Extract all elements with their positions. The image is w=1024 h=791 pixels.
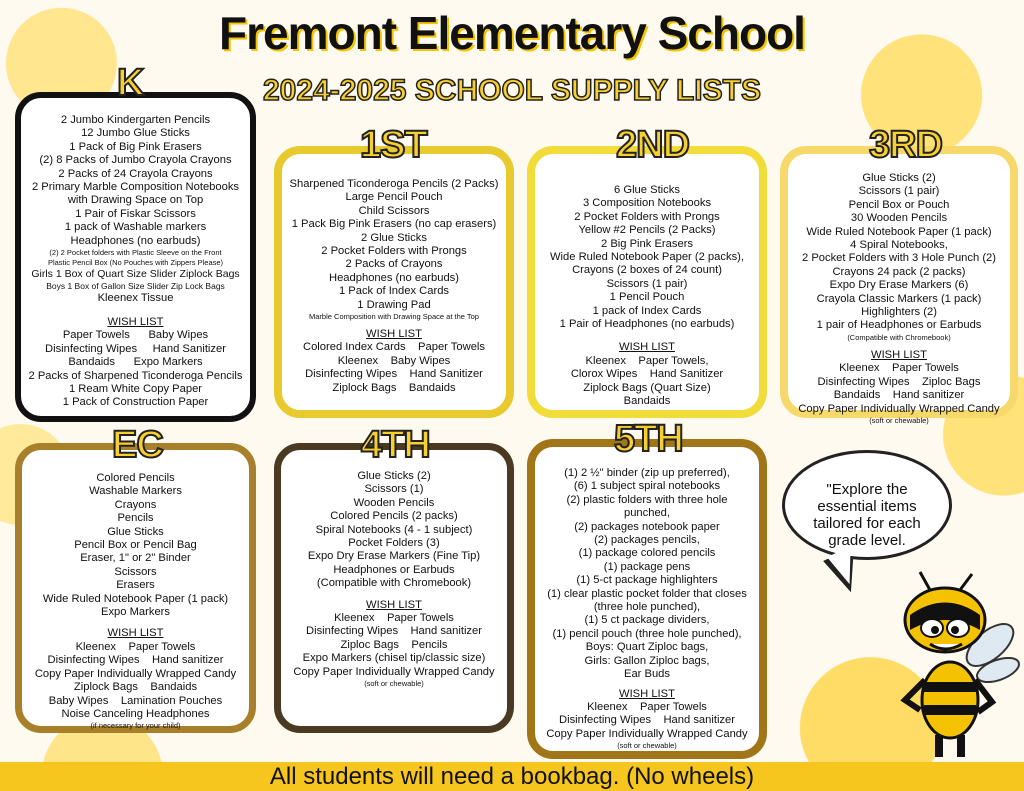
- list-item: 12 Jumbo Glue Sticks: [81, 127, 190, 140]
- ec-badge: EC: [112, 424, 163, 466]
- list-item: (three hole punched),: [593, 601, 701, 614]
- list-item: Yellow #2 Pencils (2 Packs): [578, 224, 716, 237]
- list-item: 2 Packs of 24 Crayola Crayons: [58, 167, 213, 180]
- kinder-card: [15, 92, 256, 422]
- list-item: Glue Sticks (2): [862, 172, 936, 184]
- wish-list-title: WISH LIST: [366, 328, 422, 341]
- list-item: 4 Spiral Notebooks,: [850, 239, 948, 252]
- list-item: Colored Pencils: [96, 472, 175, 484]
- list-item: Disinfecting Wipes Hand sanitizer: [306, 625, 482, 638]
- list-item: Colored Pencils (2 packs): [330, 510, 458, 523]
- third-grade-card: [780, 146, 1018, 425]
- list-item: Kleenex Paper Towels,: [585, 354, 709, 367]
- list-item: (1) clear plastic pocket folder that closes: [547, 587, 747, 600]
- list-item: (2) packages pencils,: [594, 534, 700, 547]
- wish-list-title: WISH LIST: [871, 348, 927, 361]
- wish-list-title: WISH LIST: [107, 315, 164, 328]
- list-item: (1) pencil pouch (three hole punched),: [552, 627, 742, 640]
- list-item: Erasers: [116, 579, 155, 592]
- list-item: Wooden Pencils: [353, 496, 435, 509]
- list-item: Copy Paper Individually Wrapped Candy: [546, 727, 748, 740]
- list-item: 2 Jumbo Kindergarten Pencils: [60, 114, 211, 126]
- list-item: Wide Ruled Notebook Paper (2 packs),: [549, 251, 744, 264]
- footer-banner: All students will need a bookbag. (No wheels): [0, 762, 1024, 791]
- list-item: (2) plastic folders with three hole: [566, 493, 728, 506]
- list-item: (1) 5 ct package dividers,: [584, 614, 710, 627]
- list-item: 1 Drawing Pad: [357, 298, 431, 311]
- list-item: 2 Pocket Folders with Prongs: [321, 245, 467, 258]
- list-item: 1 Pack of Index Cards: [338, 285, 450, 298]
- list-item: Plastic Pencil Box (No Pouches with Zippers Please): [47, 258, 224, 268]
- list-item: 1 Pack of Big Pink Erasers: [69, 140, 202, 153]
- list-item: Scissors: [114, 565, 157, 578]
- list-item: Expo Dry Erase Markers (6): [829, 279, 969, 292]
- list-item: Girls: Gallon Ziploc bags,: [584, 654, 710, 667]
- fifth-grade-card: [527, 439, 767, 759]
- bee-mascot-icon: [880, 570, 1020, 760]
- list-item: Kleenex Baby Wipes: [337, 354, 451, 367]
- list-item: Ziploc Bags Pencils: [340, 638, 448, 651]
- list-item: Sharpened Ticonderoga Pencils (2 Packs): [289, 178, 499, 190]
- list-item: Bandaids Hand sanitizer: [833, 389, 965, 402]
- list-item: Kleenex Paper Towels: [587, 700, 707, 713]
- list-item: (1) package pens: [603, 560, 691, 573]
- list-item: Boys: Quart Ziploc bags,: [585, 641, 709, 654]
- list-item: Disinfecting Wipes Ziploc Bags: [817, 375, 981, 388]
- list-item: (Compatible with Chromebook): [847, 332, 951, 342]
- list-item: Ziplock Bags Bandaids: [73, 681, 198, 694]
- list-item: 30 Wooden Pencils: [850, 212, 948, 225]
- list-item: Kleenex Paper Towels: [334, 612, 454, 625]
- list-item: (soft or chewable): [617, 741, 677, 751]
- list-item: Disinfecting Wipes Hand Sanitizer: [305, 368, 483, 381]
- list-item: Large Pencil Pouch: [345, 191, 443, 204]
- list-item: Ear Buds: [623, 668, 671, 681]
- list-item: 2 Primary Marble Composition Notebooks: [31, 181, 240, 194]
- list-item: Headphones or Earbuds: [333, 563, 455, 576]
- list-item: Expo Markers: [100, 606, 170, 619]
- list-item: (6) 1 subject spiral notebooks: [573, 480, 721, 493]
- list-item: 1 Pencil Pouch: [609, 291, 685, 304]
- second-grade-card: [527, 146, 767, 418]
- list-item: Boys 1 Box of Gallon Size Slider Zip Lock Bags: [46, 281, 225, 292]
- list-item: Marble Composition with Drawing Space at the Top: [309, 312, 479, 322]
- list-item: Copy Paper Individually Wrapped Candy: [798, 402, 1000, 415]
- list-item: Crayons: [114, 498, 157, 511]
- list-item: 2 Pocket Folders with 3 Hole Punch (2): [801, 252, 996, 265]
- list-item: (soft or chewable): [364, 679, 424, 689]
- list-item: Glue Sticks: [107, 525, 164, 538]
- list-item: (2) 2 Pocket folders with Plastic Sleeve on the Front: [49, 248, 222, 258]
- list-item: 1 Pack of Construction Paper: [62, 396, 209, 409]
- fourth-grade-badge: 4TH: [361, 424, 430, 466]
- list-item: Glue Sticks (2): [357, 470, 431, 482]
- list-item: Expo Dry Erase Markers (Fine Tip): [307, 550, 481, 563]
- list-item: Kleenex Tissue: [97, 292, 174, 305]
- list-item: Eraser, 1" or 2" Binder: [80, 552, 191, 565]
- list-item: Noise Canceling Headphones: [61, 707, 210, 720]
- list-item: (1) 5-ct package highlighters: [576, 574, 718, 587]
- list-item: with Drawing Space on Top: [67, 194, 204, 207]
- list-item: 1 pair of Headphones or Earbuds: [816, 319, 982, 332]
- list-item: Clorox Wipes Hand Sanitizer: [570, 368, 724, 381]
- list-item: Scissors (1 pair): [606, 277, 688, 290]
- second-grade-badge: 2ND: [616, 124, 690, 166]
- speech-bubble-text: "Explore the essential items tailored for each grade level.: [813, 481, 921, 549]
- list-item: 1 Ream White Copy Paper: [68, 382, 203, 395]
- list-item: Colored Index Cards Paper Towels: [303, 341, 485, 354]
- list-item: Headphones (no earbuds): [70, 234, 201, 247]
- list-item: (Compatible with Chromebook): [316, 577, 472, 590]
- list-item: Copy Paper Individually Wrapped Candy: [34, 667, 237, 680]
- list-item: 1 Pair of Headphones (no earbuds): [559, 318, 735, 331]
- list-item: 6 Glue Sticks: [614, 184, 680, 196]
- list-item: Crayons (2 boxes of 24 count): [572, 264, 722, 277]
- list-item: 1 pack of Index Cards: [592, 304, 702, 317]
- ec-card: [15, 443, 256, 733]
- fourth-grade-card: [274, 443, 514, 733]
- page-title: Fremont Elementary School: [219, 7, 805, 59]
- kinder-badge: K: [117, 62, 144, 104]
- list-item: Headphones (no earbuds): [329, 271, 459, 284]
- list-item: Wide Ruled Notebook Paper (1 pack): [42, 592, 229, 605]
- third-grade-badge: 3RD: [869, 124, 943, 166]
- list-item: 2 Big Pink Erasers: [600, 237, 694, 250]
- list-item: Kleenex Paper Towels: [75, 640, 196, 653]
- list-item: Expo Markers (chisel tip/classic size): [302, 652, 486, 665]
- list-item: 2 Glue Sticks: [361, 231, 427, 244]
- list-item: Kleenex Paper Towels: [839, 362, 959, 375]
- list-item: Scissors (1): [364, 483, 424, 496]
- list-item: (1) package colored pencils: [578, 547, 716, 560]
- wish-list-title: WISH LIST: [366, 598, 422, 611]
- kinder-items: [21, 114, 250, 306]
- list-item: Pencils: [117, 512, 154, 525]
- list-item: 2 Pocket Folders with Prongs: [574, 210, 720, 223]
- list-item: Bandaids: [623, 395, 671, 408]
- list-item: Crayons 24 pack (2 packs): [832, 265, 966, 278]
- list-item: Child Scissors: [358, 204, 430, 217]
- list-item: 1 pack of Washable markers: [64, 221, 207, 234]
- list-item: Baby Wipes Lamination Pouches: [48, 694, 223, 707]
- list-item: (if necessary for your child): [90, 721, 181, 731]
- list-item: Wide Ruled Notebook Paper (1 pack): [806, 225, 992, 238]
- list-item: Copy Paper Individually Wrapped Candy: [293, 665, 495, 678]
- list-item: 1 Pack Big Pink Erasers (no cap erasers): [291, 218, 497, 231]
- wish-list-title: WISH LIST: [107, 627, 164, 640]
- list-item: Pencil Box or Pouch: [848, 198, 950, 211]
- list-item: Crayola Classic Markers (1 pack): [816, 292, 982, 305]
- list-item: Disinfecting Wipes Hand sanitizer: [559, 714, 735, 727]
- list-item: (soft or chewable): [869, 415, 929, 425]
- list-item: (2) 8 Packs of Jumbo Crayola Crayons: [39, 154, 232, 167]
- list-item: Disinfecting Wipes Hand Sanitizer: [45, 342, 226, 355]
- list-item: 2 Packs of Sharpened Ticonderoga Pencils: [28, 369, 243, 382]
- list-item: 2 Packs of Crayons: [345, 258, 443, 271]
- first-grade-card: [274, 146, 514, 418]
- first-grade-badge: 1ST: [360, 124, 427, 166]
- list-item: Ziplock Bags Bandaids: [332, 381, 456, 394]
- list-item: 1 Pair of Fiskar Scissors: [75, 207, 196, 220]
- fifth-grade-badge: 5TH: [614, 418, 683, 460]
- list-item: Bandaids Expo Markers: [68, 356, 203, 369]
- list-item: Scissors (1 pair): [858, 185, 940, 198]
- list-item: Paper Towels Baby Wipes: [62, 329, 209, 342]
- page-subtitle: 2024-2025 SCHOOL SUPPLY LISTS: [262, 74, 761, 107]
- list-item: 3 Composition Notebooks: [582, 197, 712, 210]
- wish-list-title: WISH LIST: [619, 341, 675, 354]
- list-item: Highlighters (2): [861, 306, 937, 319]
- speech-bubble: [782, 450, 952, 560]
- list-item: (1) 2 ½" binder (zip up preferred),: [564, 467, 730, 479]
- list-item: Ziplock Bags (Quart Size): [583, 381, 711, 394]
- list-item: Pencil Box or Pencil Bag: [74, 539, 197, 552]
- list-item: (2) packages notebook paper: [574, 520, 720, 533]
- list-item: Washable Markers: [89, 485, 182, 498]
- list-item: Girls 1 Box of Quart Size Slider Ziplock Bags: [31, 268, 240, 281]
- list-item: Disinfecting Wipes Hand sanitizer: [47, 654, 224, 667]
- list-item: punched,: [623, 507, 671, 520]
- wish-list-title: WISH LIST: [619, 687, 675, 700]
- list-item: Spiral Notebooks (4 - 1 subject): [315, 523, 473, 536]
- list-item: Pocket Folders (3): [348, 537, 440, 550]
